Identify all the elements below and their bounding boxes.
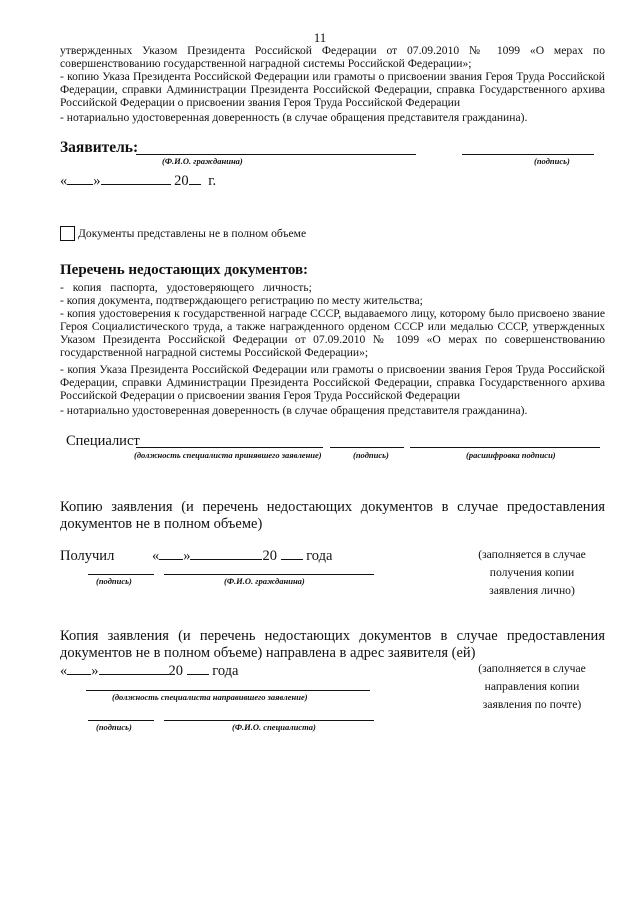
date-day-field[interactable] [67,662,91,675]
sent-position-caption: (должность специалиста направившего заявление) [112,692,308,702]
missing-docs-item-1: - копия паспорта, удостоверяющего личность; [60,281,312,294]
incomplete-docs-label: Документы представлены не в полном объеме [78,227,307,240]
incomplete-docs-checkbox[interactable] [60,226,75,241]
date-month-field[interactable] [101,173,171,185]
date-year-word: года [212,663,239,679]
copy-sent-text: Копия заявления (и перечень недостающих документов в случае предоставления документов не в полном объеме) направлена в адрес заявителя (ей) [60,628,605,661]
applicant-signature-line[interactable] [462,154,594,155]
date-month-field[interactable] [190,547,262,560]
applicant-date [60,173,217,189]
received-signature-caption: (подпись) [96,576,132,586]
missing-docs-item-2: - копия документа, подтверждающего регистрацию по месту жительства; [60,294,423,307]
sent-fio-line[interactable] [164,720,374,721]
date-day-field[interactable] [159,547,183,560]
sent-signature-line[interactable] [88,720,154,721]
specialist-decode-caption: (расшифровка подписи) [466,450,556,460]
top-list-item-3: - нотариально удостоверенная доверенность (в случае обращения представителя гражданина). [60,111,528,124]
received-label: Получил [60,548,115,564]
applicant-signature-caption: (подпись) [534,156,570,166]
applicant-fio-line[interactable] [136,154,416,155]
received-signature-line[interactable] [88,574,154,575]
date-month-field[interactable] [99,662,169,675]
date-year-field[interactable] [187,662,209,675]
missing-docs-item-5: - нотариально удостоверенная доверенность (в случае обращения представителя гражданина). [60,404,528,417]
sent-position-line[interactable] [86,690,370,691]
specialist-decode-line[interactable] [410,447,600,448]
copy-received-row [60,547,333,564]
sent-note-line-1: (заполняется в случае [478,662,586,675]
specialist-signature-caption: (подпись) [353,450,389,460]
copy-received-text: Копию заявления (и перечень недостающих документов в случае предоставления документов не в полном объеме) [60,499,605,532]
received-note-line-2: получения копии [489,566,575,579]
specialist-position-caption: (должность специалиста принявшего заявление) [134,450,322,460]
date-close-quote: » [93,173,101,189]
date-year-field[interactable] [281,547,303,560]
sent-note-line-2: направления копии [484,680,580,693]
specialist-label: Специалист [66,433,140,449]
date-year-prefix: 20 [174,173,189,189]
received-note-line-1: (заполняется в случае [478,548,586,561]
date-open-quote: « [151,548,160,564]
received-note-line-3: заявления лично) [489,584,575,597]
received-fio-caption: (Ф.И.О. гражданина) [224,576,305,586]
top-list-item-1: утвержденных Указом Президента Российской Федерации от 07.09.2010 № 1099 «О мерах по совершенствованию государственной наградной системы Российской Федерации»; [60,44,605,70]
missing-docs-item-3: - копия удостоверения к государственной награде СССР, выдаваемого лицу, которому было присвоено звание Героя Социалистического труда, а также награжденного орденом СССР или медалью СССР, утвержденных Указом Президента Российской Федерации от 07.09.2010 № 1099 «О мерах по совершенствованию государственной наградной системы Российской Федерации»; [60,307,605,359]
specialist-signature-line[interactable] [330,447,404,448]
top-list-item-2: - копию Указа Президента Российской Федерации или грамоты о присвоении звания Героя Труда Российской Федерации, справки Администрации Президента Российской Федерации, справка Государственного архива Российской Федерации о присвоении звания Героя Труда Российской Федерации [60,70,605,109]
date-open-quote: « [60,663,68,679]
page-number: 11 [313,30,327,45]
missing-docs-title: Перечень недостающих документов: [60,262,309,278]
date-day-field[interactable] [67,173,93,185]
date-close-quote: » [91,663,99,679]
date-year-prefix: 20 [168,663,183,679]
applicant-fio-caption: (Ф.И.О. гражданина) [162,156,243,166]
sent-note [452,660,612,714]
date-close-quote: » [183,548,191,564]
date-year-suffix: г. [208,173,217,189]
received-fio-line[interactable] [164,574,374,575]
date-year-word: года [306,548,333,564]
copy-sent-date [60,662,239,679]
specialist-position-line[interactable] [136,447,323,448]
applicant-label: Заявитель: [60,139,139,156]
sent-signature-caption: (подпись) [96,722,132,732]
missing-docs-item-4: - копия Указа Президента Российской Федерации или грамоты о присвоении звания Героя Труда Российской Федерации, справки Администрации Президента Российской Федерации, справка Государственного архива Российской Федерации о присвоении звания Героя Труда Российской Федерации [60,363,605,402]
sent-note-line-3: заявления по почте) [482,698,582,711]
date-open-quote: « [60,173,68,189]
date-year-field[interactable] [189,173,201,185]
received-note [452,546,612,600]
sent-fio-caption: (Ф.И.О. специалиста) [232,722,316,732]
date-year-prefix: 20 [262,548,277,564]
